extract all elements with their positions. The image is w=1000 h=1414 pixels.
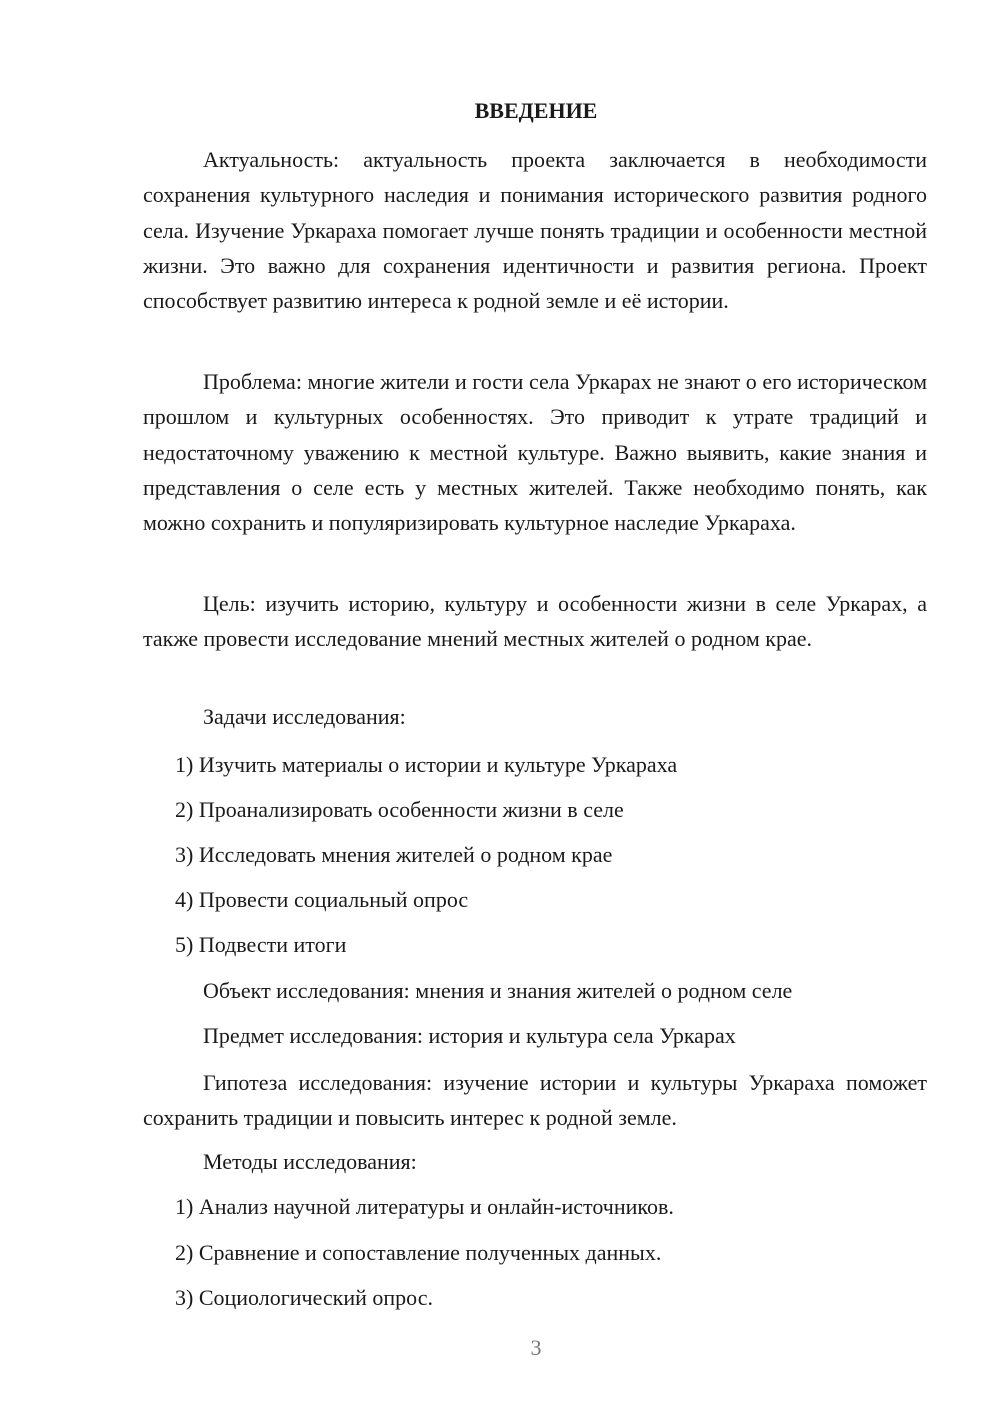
section-heading: ВВЕДЕНИЕ: [474, 98, 598, 123]
problem-paragraph: Проблема: многие жители и гости села Уркарах не знают о его историческом прошлом и культурных особенностях. Это приводит к утрате традиций и недостаточному уважению к местной культуре. Важно выявить, какие знания и представления о селе есть у местных жителей. Также необходимо понять, как можно сохранить и популяризировать культурное наследие Уркараха.: [143, 369, 927, 536]
task-item-3: 3) Исследовать мнения жителей о родном крае: [175, 842, 613, 867]
research-subject: Предмет исследования: история и культура села Уркарах: [203, 1023, 736, 1048]
page-number: 3: [530, 1335, 542, 1360]
goal-paragraph: Цель: изучить историю, культуру и особенности жизни в селе Уркарах, а также провести исследование мнений местных жителей о родном крае.: [143, 591, 927, 652]
research-object: Объект исследования: мнения и знания жителей о родном селе: [203, 978, 793, 1003]
hypothesis-paragraph: Гипотеза исследования: изучение истории и культуры Уркараха поможет сохранить традиции и повысить интерес к родной земле.: [143, 1070, 927, 1131]
task-item-2: 2) Проанализировать особенности жизни в селе: [175, 797, 624, 822]
relevance-paragraph: Актуальность: актуальность проекта заключается в необходимости сохранения культурного наследия и понимания исторического развития родного села. Изучение Уркараха помогает лучше понять традиции и особенности местной жизни. Это важно для сохранения идентичности и развития региона. Проект способствует развитию интереса к родной земле и её истории.: [143, 147, 927, 314]
task-item-5: 5) Подвести итоги: [175, 932, 347, 957]
method-item-1: 1) Анализ научной литературы и онлайн-источников.: [175, 1194, 674, 1219]
tasks-heading: Задачи исследования:: [203, 704, 406, 729]
task-item-1: 1) Изучить материалы о истории и культуре Уркараха: [175, 752, 678, 777]
method-item-3: 3) Социологический опрос.: [175, 1285, 433, 1310]
method-item-2: 2) Сравнение и сопоставление полученных данных.: [175, 1240, 662, 1265]
methods-heading: Методы исследования:: [203, 1149, 417, 1174]
task-item-4: 4) Провести социальный опрос: [175, 887, 469, 912]
